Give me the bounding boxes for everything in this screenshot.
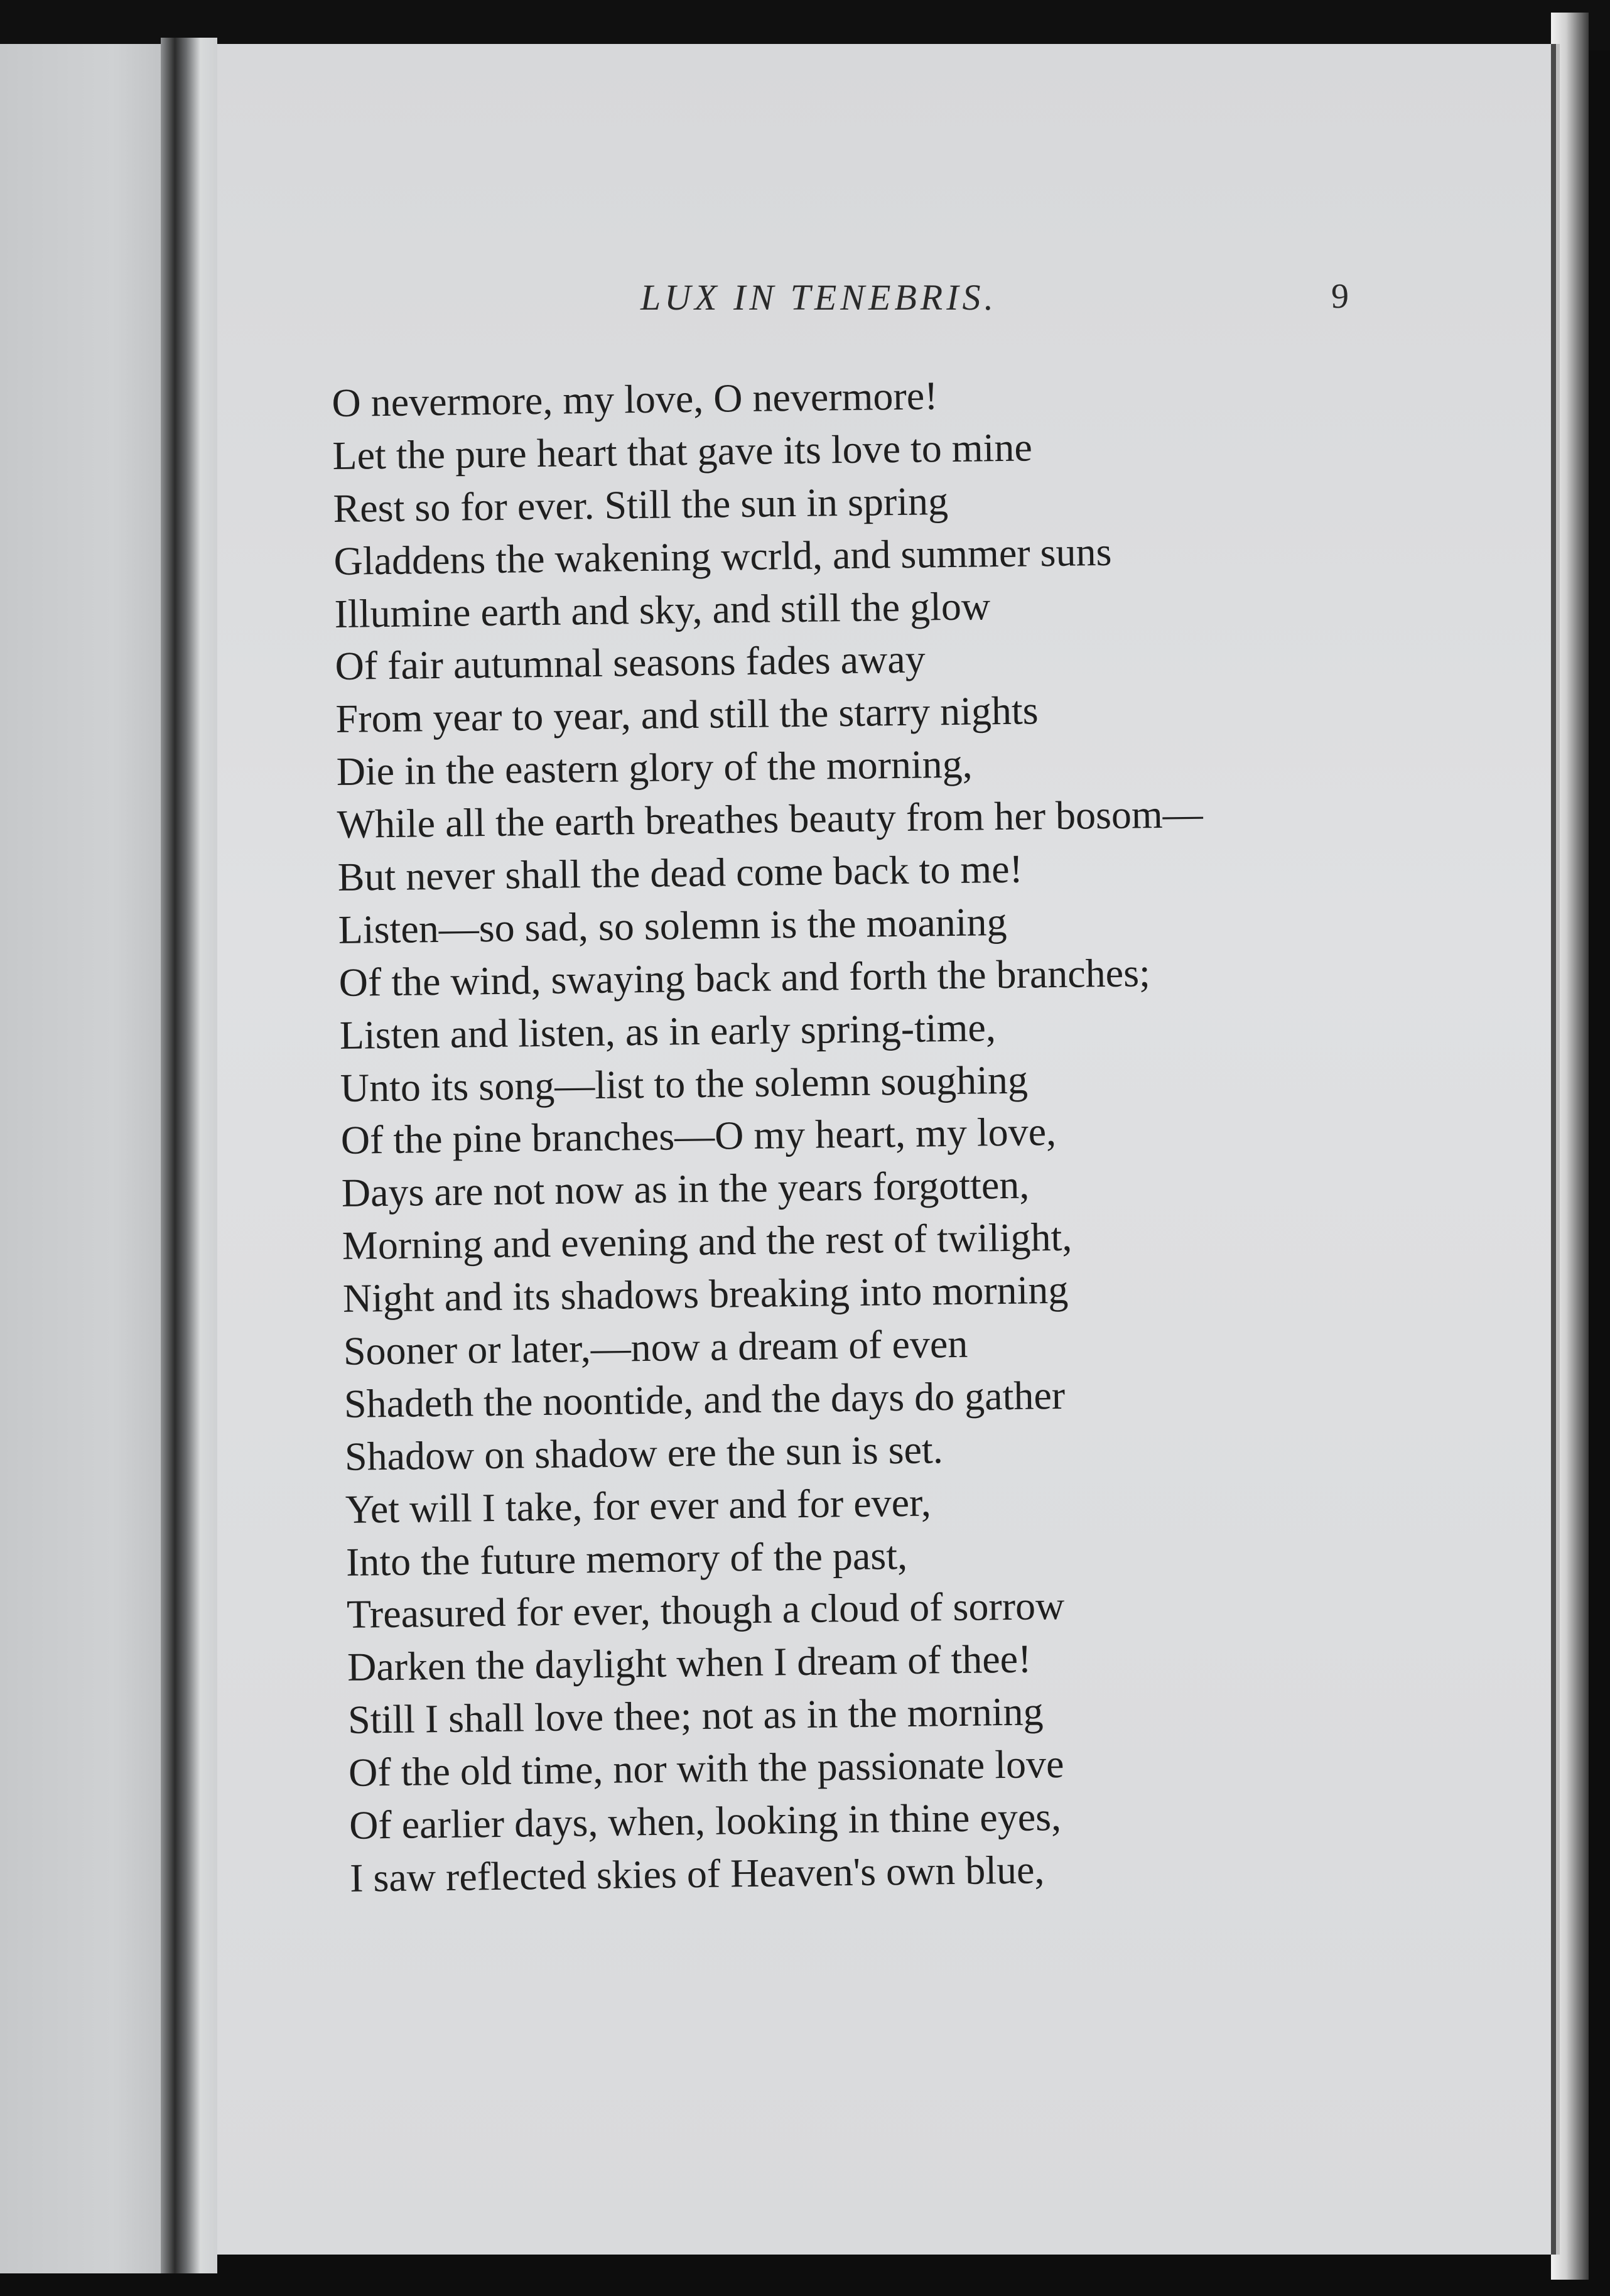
poem-line: Of earlier days, when, looking in thine eyes,: [348, 1794, 1062, 1848]
poem-line: But never shall the dead come back to me!: [337, 846, 1024, 899]
poem-line: Sooner or later,—now a dream of even: [343, 1321, 968, 1373]
poem-line: Shadow on shadow ere the sun is set.: [344, 1427, 944, 1479]
poem-line: Let the pure heart that gave its love to mine: [332, 425, 1033, 478]
page-number: 9: [1331, 277, 1349, 316]
poem-line: Illumine earth and sky, and still the glow: [334, 583, 991, 636]
scan-top-edge: [0, 0, 1610, 50]
poem-line: O nevermore, my love, O nevermore!: [332, 373, 938, 425]
facing-page: [0, 44, 188, 2273]
poem-line: Darken the daylight when I dream of thee!: [347, 1636, 1032, 1690]
poem-line: I saw reflected skies of Heaven's own blue,: [349, 1847, 1045, 1900]
poem-line: Yet will I take, for ever and for ever,: [345, 1480, 932, 1532]
poem-text: [332, 362, 1543, 1905]
poem-line: Listen—so sad, so solemn is the moaning: [338, 899, 1007, 952]
poem-line: Treasured for ever, though a cloud of sorrow: [346, 1583, 1065, 1637]
poem-line: Of the wind, swaying back and forth the branches;: [338, 950, 1151, 1005]
book-gutter: [161, 38, 217, 2273]
running-head: LUX IN TENEBRIS.: [640, 277, 998, 318]
poem-line: Unto its song—list to the solemn soughing: [340, 1057, 1029, 1110]
poem-line: While all the earth breathes beauty from her bosom—: [337, 791, 1204, 847]
poem-line: From year to year, and still the starry nights: [335, 688, 1039, 742]
poem-line: Shadeth the noontide, and the days do gather: [343, 1372, 1066, 1426]
poem-line: Days are not now as in the years forgotten,: [341, 1162, 1030, 1216]
poem-line: Into the future memory of the past,: [345, 1532, 908, 1584]
poem-line: Listen and listen, as in early spring-time,: [339, 1004, 997, 1058]
poem-line: Still I shall love thee; not as in the morning: [347, 1689, 1044, 1743]
poem-line: Morning and evening and the rest of twilight,: [342, 1214, 1072, 1269]
poem-line: Gladdens the wakening wcrld, and summer suns: [333, 529, 1112, 583]
poem-line: Of the pine branches—O my heart, my love,: [340, 1109, 1057, 1163]
poem-line: Night and its shadows breaking into morning: [342, 1267, 1069, 1321]
poem-line: Of the old time, nor with the passionate love: [348, 1741, 1064, 1795]
page-edge: [1551, 13, 1589, 2280]
poem-line: Of fair autumnal seasons fades away: [335, 636, 926, 689]
poem-line: Rest so for ever. Still the sun in spring: [333, 478, 949, 531]
poem-line: Die in the eastern glory of the morning,: [336, 741, 973, 794]
